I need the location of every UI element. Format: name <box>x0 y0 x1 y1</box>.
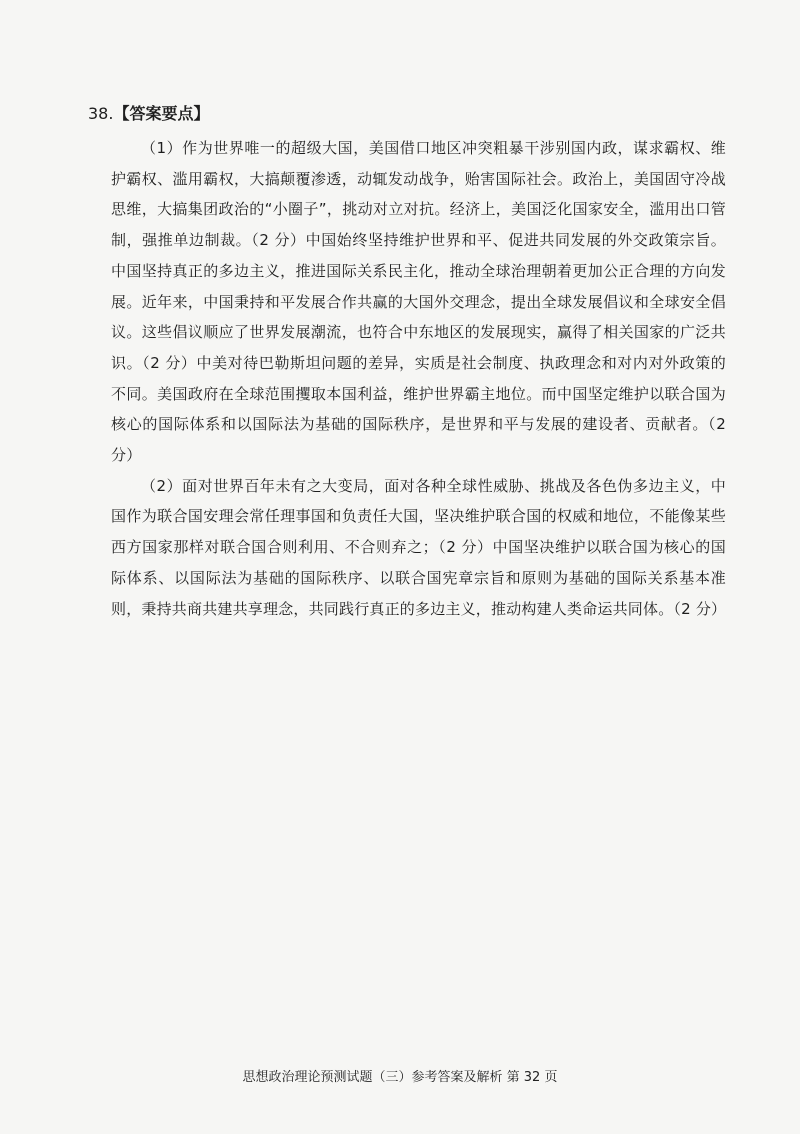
page-footer: 思想政治理论预测试题（三）参考答案及解析 第 32 页 <box>242 1070 558 1085</box>
answer-content <box>111 133 726 624</box>
answer-paragraph-1: （1）作为世界唯一的超级大国，美国借口地区冲突粗暴干涉别国内政，谋求霸权、维护霸权、滥用霸权，大搞颠覆渗透，动辄发动战争，贻害国际社会。政治上，美国固守冷战思维，大搞集团政治的“小圈子”，挑动对立对抗。经济上，美国泛化国家安全，滥用出口管制，强推单边制裁。（2 分）中国始终坚持维护世界和平、促进共同发展的外交政策宗旨。中国坚持真正的多边主义，推进国际关系民主化，推动全球治理朝着更加公正合理的方向发展。近年来，中国秉持和平发展合作共赢的大国外交理念，提出全球发展倡议和全球安全倡议。这些倡议顺应了世界发展潮流，也符合中东地区的发展现实，赢得了相关国家的广泛共识。（2 分）中美对待巴勒斯坦问题的差异，实质是社会制度、执政理念和对内对外政策的不同。美国政府在全球范围攫取本国利益，维护世界霸主地位。而中国坚定维护以联合国为核心的国际体系和以国际法为基础的国际秩序，是世界和平与发展的建设者、贡献者。（2 分） <box>111 139 726 465</box>
question-number: 38. <box>88 104 114 123</box>
question-heading <box>88 102 209 126</box>
question-title: 【答案要点】 <box>113 104 210 123</box>
answer-paragraph-2: （2）面对世界百年未有之大变局，面对各种全球性威胁、挑战及各色伪多边主义，中国作为联合国安理会常任理事国和负责任大国，坚决维护联合国的权威和地位，不能像某些西方国家那样对联合国合则利用、不合则弃之；（2 分）中国坚决维护以联合国为核心的国际体系、以国际法为基础的国际秩序、以联合国宪章宗旨和原则为基础的国际关系基本准则，秉持共商共建共享理念，共同践行真正的多边主义，推动构建人类命运共同体。（2 分） <box>111 476 727 618</box>
